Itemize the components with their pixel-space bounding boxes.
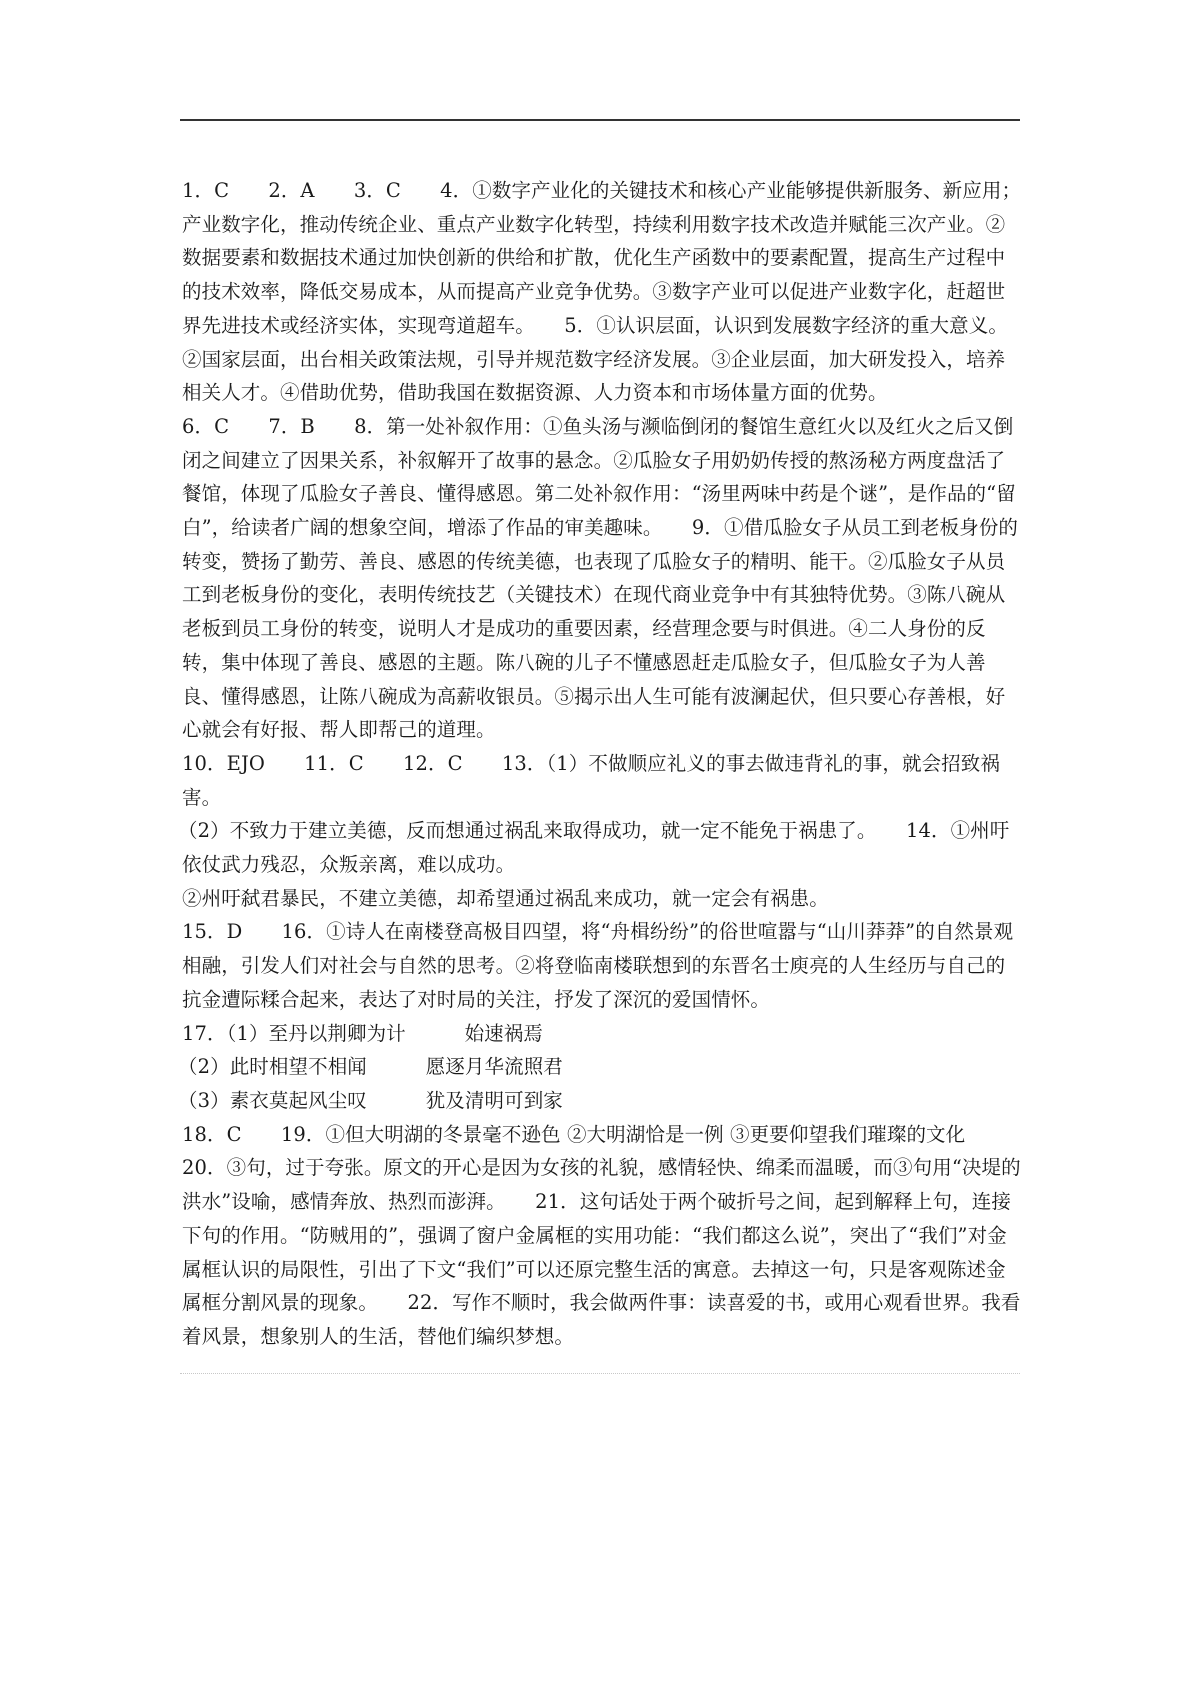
answers-18-19: 18．C 19．①但大明湖的冬景毫不逊色 ②大明湖恰是一例 ③更要仰望我们璀璨的文化	[182, 1122, 966, 1146]
answer-text-block	[178, 174, 1024, 1354]
answer-17-part1: 17．（1）至丹以荆卿为计 始速祸焉	[182, 1021, 543, 1045]
answers-13-part2-and-14: （2）不致力于建立美德，反而想通过祸乱来取得成功，就一定不能免于祸患了。 14．①州吁依仗武力残忍，众叛亲离，难以成功。	[178, 819, 1010, 877]
answer-17-part3: （3）素衣莫起风尘叹 犹及清明可到家	[178, 1088, 563, 1112]
answer-14-part2: ②州吁弑君暴民，不建立美德，却希望通过祸乱来成功，就一定会有祸患。	[182, 886, 829, 910]
answers-6-to-9: 6．C 7．B 8．第一处补叙作用：①鱼头汤与濒临倒闭的餐馆生意红火以及红火之后又倒闭之间建立了因果关系，补叙解开了故事的悬念。②瓜脸女子用奶奶传授的熬汤秘方两度盘活了餐馆，体现了瓜脸女子善良、懂得感恩。第二处补叙作用：“汤里两味中药是个谜”，是作品的“留白”，给读者广阔的想象空间，增添了作品的审美趣味。 9．①借瓜脸女子从员工到老板身份的转变，赞扬了勤劳、善良、感恩的传统美德，也表现了瓜脸女子的精明、能干。②瓜脸女子从员工到老板身份的变化，表明传统技艺（关键技术）在现代商业竞争中有其独特优势。③陈八碗从老板到员工身份的转变，说明人才是成功的重要因素，经营理念要与时俱进。④二人身份的反转，集中体现了善良、感恩的主题。陈八碗的儿子不懂感恩赶走瓜脸女子，但瓜脸女子为人善良、懂得感恩，让陈八碗成为高薪收银员。⑤揭示出人生可能有波澜起伏，但只要心存善根，好心就会有好报、帮人即帮己的道理。	[182, 414, 1019, 742]
bottom-divider	[180, 1373, 1020, 1374]
answers-10-to-13-part1: 10．EJO 11．C 12．C 13．（1）不做顺应礼义的事去做违背礼的事，就会招致祸害。	[182, 751, 1000, 809]
answers-15-16: 15．D 16．①诗人在南楼登高极目四望，将“舟楫纷纷”的俗世喧嚣与“山川莽莽”的自然景观相融，引发人们对社会与自然的思考。②将登临南楼联想到的东晋名士庾亮的人生经历与自己的抗金遭际糅合起来，表达了对时局的关注，抒发了深沉的爱国情怀。	[182, 920, 1014, 1011]
answers-20-to-22: 20．③句，过于夸张。原文的开心是因为女孩的礼貌，感情轻快、绵柔而温暖，而③句用“决堤的洪水”设喻，感情奔放、热烈而澎湃。 21．这句话处于两个破折号之间，起到解释上句，连接下句的作用。“防贼用的”，强调了窗户金属框的实用功能：“我们都这么说”，突出了“我们”对金属框认识的局限性，引出了下文“我们”可以还原完整生活的寓意。去掉这一句，只是客观陈述金属框分割风景的现象。 22．写作不顺时，我会做两件事：读喜爱的书，或用心观看世界。我看着风景，想象别人的生活，替他们编织梦想。	[182, 1156, 1021, 1348]
answer-17-part2: （2）此时相望不相闻 愿逐月华流照君	[178, 1055, 563, 1079]
answers-1-to-5: 1．C 2．A 3．C 4．①数字产业化的关键技术和核心产业能够提供新服务、新应用；产业数字化，推动传统企业、重点产业数字化转型，持续利用数字技术改造并赋能三次产业。②数据要素和数据技术通过加快创新的供给和扩散，优化生产函数中的要素配置，提高生产过程中的技术效率，降低交易成本，从而提高产业竞争优势。③数字产业可以促进产业数字化，赶超世界先进技术或经济实体，实现弯道超车。 5．①认识层面，认识到发展数字经济的重大意义。②国家层面，出台相关政策法规，引导并规范数字经济发展。③企业层面，加大研发投入，培养相关人才。④借助优势，借助我国在数据资源、人力资本和市场体量方面的优势。	[182, 179, 1022, 405]
top-divider	[180, 119, 1020, 121]
